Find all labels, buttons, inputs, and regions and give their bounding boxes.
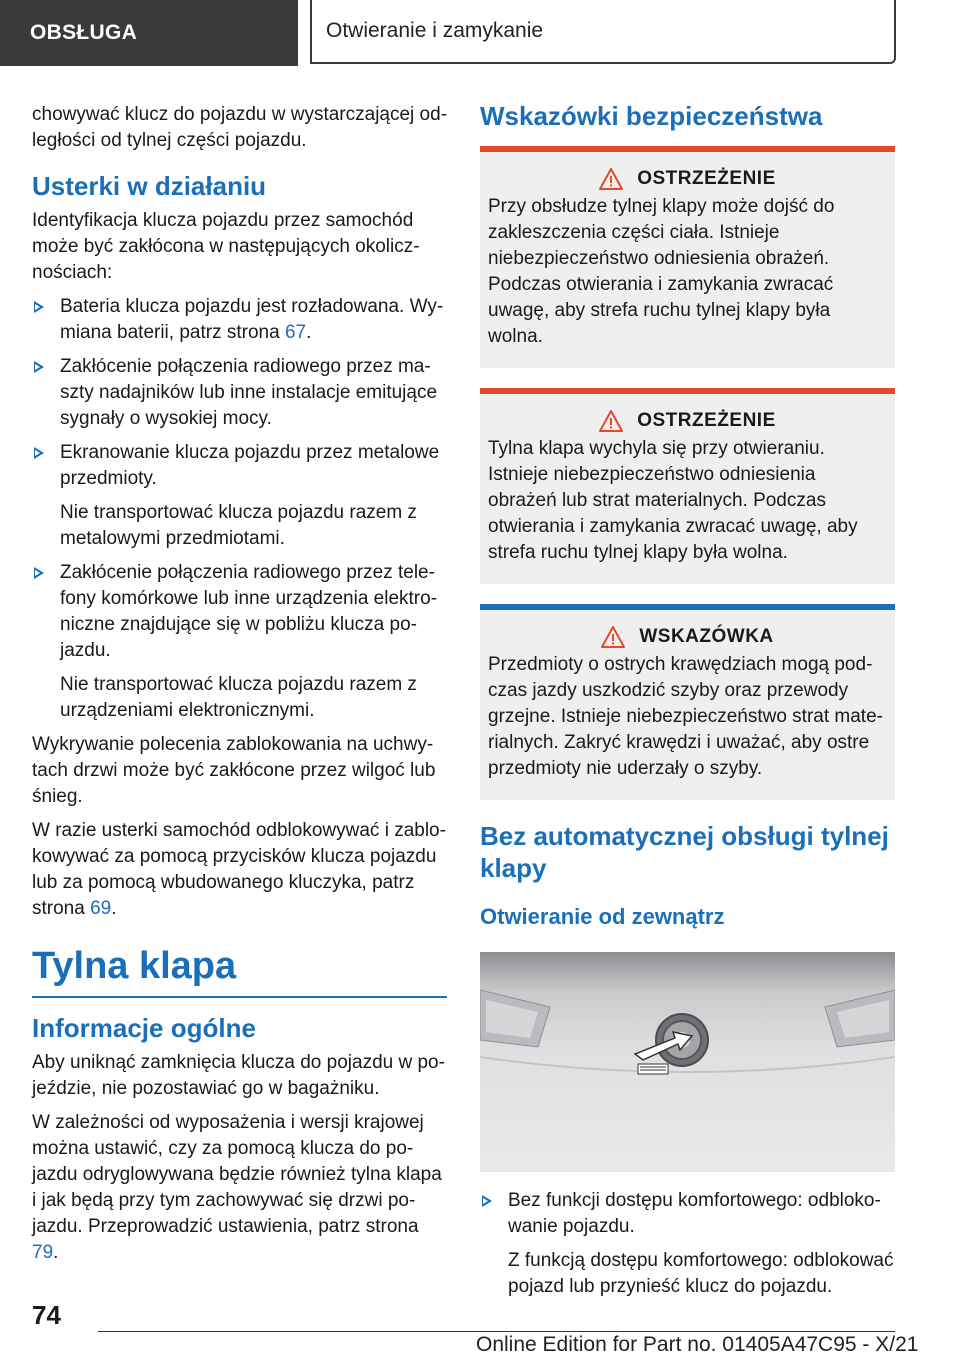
warning-title: OSTRZEŻENIE [637,168,776,189]
heading-bez-automatycznej: Bez automatycznej obsługi tylnej klapy [480,821,889,883]
heading-wskazowki: Wskazówki bezpieczeństwa [480,101,823,131]
right-column [480,100,895,1308]
warning-title: OSTRZEŻENIE [637,410,776,431]
list-item: Bateria klucza pojazdu jest rozładowana. Wymiana baterii, patrz strona 67. [32,294,447,346]
section-label: OBSŁUGA [30,21,138,44]
razie-paragraph: W razie usterki samochód odblokowywać i zablokowywać za pomocą przycisków klucza pojazdu lub za pomocą wbudowanego kluczyka, patrz strona 69. [32,820,446,919]
heading-rule [32,996,447,998]
footer-rule [98,1331,895,1332]
chapter-tab [310,0,896,64]
notice-text: Przedmioty o ostrych krawędziach mogą podczas jazdy uszkodzić szyby oraz przewody grzejne. Istnieje niebezpieczeństwo strat materialnych. Zakryć krawędzi i uważać, aby ostre przedmioty nie uderzały o szyby. [488,654,883,779]
list-item-note: Z funkcją dostępu komfortowego: odblokować pojazd lub przynieść klucz do pojazdu. [508,1250,894,1297]
list-item-note: Nie transportować klucza pojazdu razem z urządzeniami elektronicznymi. [60,674,417,721]
triangle-bullet-icon [34,447,44,459]
footer-edition: Online Edition for Part no. 01405A47C95 - X/21 [476,1333,919,1356]
page-link-69[interactable]: 69 [90,898,112,919]
list-item: Zakłócenie połączenia radiowego przez telefony komórkowe lub inne urządzenia elektroniczne znajdujące się w pobliżu klucza pojazdu. Nie transportować klucza pojazdu razem z urządzeniami elektronicznymi. [32,560,447,724]
heading-otwieranie: Otwieranie od zewnątrz [480,904,725,929]
list-item: Bez funkcji dostępu komfortowego: odblokowanie pojazdu. Z funkcją dostępu komfortowego: odblokować pojazd lub przynieść klucz do pojazdu. [480,1188,895,1300]
warning-text: Tylna klapa wychyla się przy otwieraniu. Istnieje niebezpieczeństwo odniesienia obrażeń lub strat materialnych. Podczas otwierania i zamykania zwracać uwagę, aby strefa ruchu tylnej klapy była wolna. [488,438,858,563]
wykrywanie-paragraph: Wykrywanie polecenia zablokowania na uchwytach drzwi może być zakłócone przez wilgoć lub śnieg. [32,734,436,807]
tailgate-illustration [480,952,895,1172]
list-item: Zakłócenie połączenia radiowego przez maszty nadajników lub inne instalacje emitujące sygnały o wysokiej mocy. [32,354,447,432]
intro-paragraph: chowywać klucz do pojazdu w wystarczającej odległości od tylnej części pojazdu. [32,104,448,151]
usterki-paragraph: Identyfikacja klucza pojazdu przez samochód może być zakłócona w następujących okolicznościach: [32,210,420,283]
info-paragraph-1: Aby uniknąć zamknięcia klucza do pojazdu w pojeździe, nie pozostawiać go w bagażniku. [32,1052,445,1099]
page-number: 74 [32,1300,61,1330]
notice-triangle-icon [601,626,625,648]
tailgate-figure [480,952,895,1172]
page-link-67[interactable]: 67 [284,322,307,343]
warning-text: Przy obsłudze tylnej klapy może dojść do zakleszczenia części ciała. Istnieje niebezpieczeństwo odniesienia obrażeń. Podczas otwierania i zamykania zwracać uwagę, aby strefa ruchu tylnej klapy była wolna. [488,196,835,347]
list-item-note: Nie transportować klucza pojazdu razem z metalowymi przedmiotami. [60,502,417,549]
notice-title: WSKAZÓWKA [639,626,774,647]
page-link-79[interactable]: 79 [32,1242,54,1263]
otwieranie-list [480,1188,895,1300]
left-column [32,102,447,1274]
warning-box [480,146,895,368]
warning-box [480,388,895,584]
section-tab [0,0,298,66]
heading-informacje: Informacje ogólne [32,1013,256,1043]
warning-triangle-icon [599,410,623,432]
heading-usterki: Usterki w działaniu [32,171,267,201]
usterki-list [32,294,447,724]
warning-triangle-icon [599,168,623,190]
heading-tylna-klapa: Tylna klapa [32,945,237,987]
chapter-label: Otwieranie i zamykanie [326,19,544,42]
triangle-bullet-icon [34,567,44,579]
triangle-bullet-icon [482,1195,492,1207]
triangle-bullet-icon [34,361,44,373]
list-item: Ekranowanie klucza pojazdu przez metalowe przedmioty. Nie transportować klucza pojazdu razem z metalowymi przedmiotami. [32,440,447,552]
triangle-bullet-icon [34,301,44,313]
info-paragraph-2: W zależności od wyposażenia i wersji krajowej można ustawić, czy za pomocą klucza do pojazdu odryglowywana będzie również tylna klapa i jak będą przy tym zachowywać się drzwi pojazdu. Przeprowadzić ustawienia, patrz strona 79. [32,1112,442,1263]
notice-box [480,604,895,800]
